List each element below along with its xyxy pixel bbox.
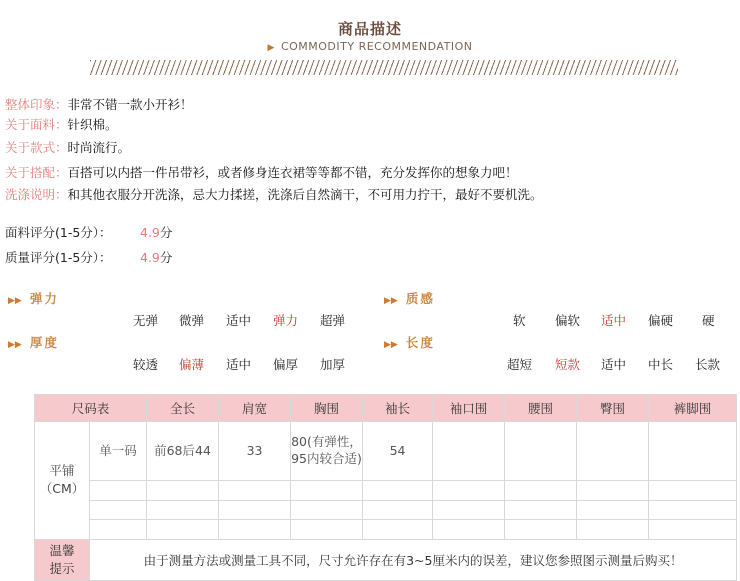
rating-number: 4.9 <box>140 250 160 265</box>
cell-waist <box>505 422 577 481</box>
rating-fabric <box>5 223 205 241</box>
side-label-flat <box>35 422 90 540</box>
triangle-right-icon: ▶ <box>267 43 275 53</box>
header-leg-opening: 裤脚围 <box>649 395 737 422</box>
cell-leg-opening <box>649 422 737 481</box>
rating-label: 质量评分(1-5分）： <box>5 250 112 265</box>
tip-label <box>35 539 90 580</box>
section-texture <box>384 289 435 307</box>
length-option: 超短 <box>507 357 533 372</box>
texture-option: 偏硬 <box>648 313 674 328</box>
section-length <box>384 333 435 351</box>
tip-row <box>35 539 737 580</box>
table-row <box>35 520 737 539</box>
header-full-length: 全长 <box>147 395 219 422</box>
table-row <box>35 481 737 500</box>
length-option: 长款 <box>695 357 721 372</box>
rating-value <box>140 223 172 241</box>
desc-value: 时尚流行。 <box>67 140 131 155</box>
rating-number: 4.9 <box>140 225 160 240</box>
double-arrow-icon: ▶▶ <box>8 296 22 306</box>
desc-fabric <box>5 115 118 133</box>
side-label-line: 平铺 <box>49 462 75 478</box>
desc-value: 和其他衣服分开洗涤，忌大力揉搓，洗涤后自然滴干，不可用力拧干，最好不要机洗。 <box>67 187 543 202</box>
desc-label: 关于面料： <box>5 117 68 132</box>
rating-unit: 分 <box>159 250 173 265</box>
desc-label: 关于款式： <box>5 140 68 155</box>
section-title: 弹力 <box>29 291 59 306</box>
decorative-divider <box>90 60 678 75</box>
desc-label: 关于搭配： <box>5 165 68 180</box>
section-thickness <box>8 333 59 351</box>
section-title: 厚度 <box>29 335 59 350</box>
cell-size: 单一码 <box>90 422 147 481</box>
header-size-chart: 尺码表 <box>35 395 147 422</box>
size-table <box>34 394 737 581</box>
length-option: 适中 <box>601 357 627 372</box>
desc-value: 百搭可以内搭一件吊带衫，或者修身连衣裙等等都不错，充分发挥你的想象力吧！ <box>67 165 518 180</box>
subtitle-text: COMMODITY RECOMMENDATION <box>280 40 473 53</box>
tip-label-line: 温馨 <box>49 543 75 559</box>
desc-washing <box>5 185 543 203</box>
cell-shoulder: 33 <box>219 422 291 481</box>
page-subtitle <box>0 40 740 53</box>
texture-option: 硬 <box>702 313 715 328</box>
length-option-selected: 短款 <box>555 357 581 372</box>
double-arrow-icon: ▶▶ <box>384 340 398 350</box>
header-sleeve: 袖长 <box>363 395 433 422</box>
page-title: 商品描述 <box>337 20 402 38</box>
elasticity-option: 适中 <box>226 313 252 328</box>
rating-quality <box>5 248 205 266</box>
header-cuff: 袖口围 <box>433 395 505 422</box>
side-label-line: （CM） <box>39 481 85 497</box>
thickness-option: 偏厚 <box>273 357 299 372</box>
elasticity-option: 超弹 <box>320 313 346 328</box>
texture-option: 软 <box>513 313 526 328</box>
cell-hip <box>577 422 649 481</box>
header-waist: 腰围 <box>505 395 577 422</box>
cell-cuff <box>433 422 505 481</box>
cell-chest: 80(有弹性，95内较合适) <box>291 422 363 481</box>
double-arrow-icon: ▶▶ <box>384 296 398 306</box>
thickness-option-selected: 偏薄 <box>179 357 205 372</box>
elasticity-option: 无弹 <box>133 313 159 328</box>
tip-label-line: 提示 <box>49 560 75 576</box>
section-title: 质感 <box>405 291 435 306</box>
table-row <box>35 500 737 519</box>
texture-option-selected: 适中 <box>601 313 627 328</box>
rating-label: 面料评分(1-5分）： <box>5 225 112 240</box>
elasticity-option: 微弹 <box>179 313 205 328</box>
thickness-option: 加厚 <box>320 357 346 372</box>
section-elasticity <box>8 289 59 307</box>
header-hip: 臀围 <box>577 395 649 422</box>
desc-label: 整体印象： <box>5 97 68 112</box>
desc-matching <box>5 163 518 181</box>
tip-text: 由于测量方法或测量工具不同，尺寸允许存在有3~5厘米内的误差，建议您参照图示测量后购买！ <box>90 539 737 580</box>
double-arrow-icon: ▶▶ <box>8 340 22 350</box>
length-option: 中长 <box>648 357 674 372</box>
thickness-option: 适中 <box>226 357 252 372</box>
desc-value: 非常不错一款小开衫！ <box>67 97 193 112</box>
desc-value: 针织棉。 <box>67 117 118 132</box>
desc-style <box>5 138 130 156</box>
cell-full-length: 前68后44 <box>147 422 219 481</box>
header-shoulder: 肩宽 <box>219 395 291 422</box>
section-title: 长度 <box>405 335 435 350</box>
table-row <box>35 422 737 481</box>
cell-sleeve: 54 <box>363 422 433 481</box>
texture-option: 偏软 <box>555 313 581 328</box>
size-table-header-row <box>35 395 737 422</box>
header-chest: 胸围 <box>291 395 363 422</box>
desc-impression <box>5 95 193 113</box>
thickness-option: 较透 <box>133 357 159 372</box>
rating-unit: 分 <box>159 225 173 240</box>
desc-label: 洗涤说明： <box>5 187 68 202</box>
rating-value <box>140 248 172 266</box>
elasticity-option-selected: 弹力 <box>273 313 299 328</box>
